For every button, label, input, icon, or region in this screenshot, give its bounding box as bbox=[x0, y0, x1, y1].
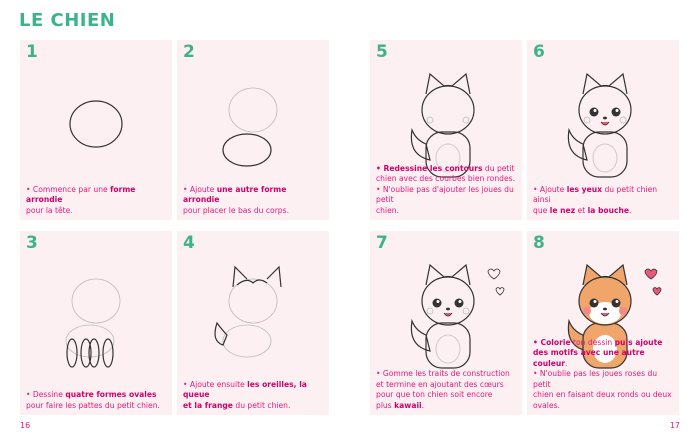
dog-drawing-step-7 bbox=[370, 253, 522, 373]
emphasis-text: la bouche bbox=[587, 205, 630, 215]
page-number-right: 17 bbox=[669, 421, 680, 430]
emphasis-text: forme arrondie bbox=[26, 184, 136, 204]
step-instructions bbox=[183, 380, 325, 412]
instruction-line bbox=[533, 369, 675, 390]
step-number: 1 bbox=[26, 42, 38, 62]
step-number: 5 bbox=[376, 42, 388, 62]
instruction-line bbox=[183, 206, 325, 217]
page-number-left: 16 bbox=[20, 421, 31, 430]
instruction-line bbox=[376, 369, 518, 380]
instruction-text: chien en faisant deux ronds ou deux ovales. bbox=[533, 390, 672, 410]
instruction-text: • Commence par une bbox=[26, 184, 111, 194]
step-number: 4 bbox=[183, 233, 195, 253]
instruction-text: chien avec des courbes bien rondes. bbox=[376, 174, 515, 183]
step-instructions bbox=[376, 164, 518, 217]
instruction-line bbox=[183, 380, 325, 401]
emphasis-text: les oreilles, la queue bbox=[183, 379, 307, 399]
instruction-line bbox=[533, 206, 675, 217]
instruction-line bbox=[26, 390, 168, 401]
instruction-line bbox=[376, 206, 518, 217]
instruction-text: • N'oublie pas d'ajouter les joues du petit bbox=[376, 184, 514, 204]
dog-drawing-step-6 bbox=[527, 62, 679, 182]
instruction-line bbox=[533, 185, 675, 206]
emphasis-text: des motifs avec une autre couleur bbox=[533, 348, 645, 368]
instruction-line bbox=[376, 185, 518, 206]
instruction-line bbox=[376, 390, 518, 401]
instruction-text: ton dessin bbox=[570, 337, 615, 347]
instruction-line bbox=[376, 401, 518, 412]
instruction-text: du petit chien ainsi bbox=[533, 184, 658, 204]
instruction-text: plus bbox=[376, 400, 395, 410]
step-instructions bbox=[183, 185, 325, 217]
instruction-line bbox=[376, 164, 518, 175]
instruction-text: . bbox=[421, 400, 425, 410]
instruction-line bbox=[533, 390, 675, 411]
instruction-text: • Gomme les traits de construction bbox=[376, 369, 510, 378]
step-panel-5 bbox=[370, 40, 522, 220]
step-panel-7 bbox=[370, 231, 522, 415]
emphasis-text: et la frange bbox=[183, 400, 233, 410]
step-instructions bbox=[533, 338, 675, 412]
instruction-text: chien. bbox=[376, 205, 399, 215]
instruction-line bbox=[183, 401, 325, 412]
instruction-text: que bbox=[533, 205, 550, 215]
instruction-text: pour la tête. bbox=[26, 205, 73, 215]
emphasis-text: les yeux bbox=[566, 184, 603, 194]
step-panel-1 bbox=[20, 40, 172, 220]
emphasis-text: une autre forme arrondie bbox=[183, 184, 287, 204]
dog-drawing-step-4 bbox=[177, 253, 329, 373]
instruction-text: • N'oublie pas les joues roses du petit bbox=[533, 369, 658, 389]
step-instructions bbox=[26, 390, 168, 411]
instruction-text: • Ajoute bbox=[183, 184, 217, 194]
instruction-text: pour faire les pattes du petit chien. bbox=[26, 400, 160, 410]
instruction-line bbox=[26, 401, 168, 412]
step-instructions bbox=[376, 369, 518, 411]
emphasis-text: • Colorie bbox=[533, 337, 571, 347]
dog-drawing-step-1 bbox=[20, 62, 172, 182]
emphasis-text: • Redessine les contours bbox=[376, 163, 483, 173]
emphasis-text: quatre formes ovales bbox=[65, 390, 157, 399]
instruction-line bbox=[26, 185, 168, 206]
instruction-text: et bbox=[575, 205, 588, 215]
step-number: 6 bbox=[533, 42, 545, 62]
instruction-text: • Ajoute bbox=[533, 184, 567, 194]
instruction-line bbox=[376, 380, 518, 391]
instruction-text: du petit chien. bbox=[232, 400, 291, 410]
step-number: 2 bbox=[183, 42, 195, 62]
instruction-text: . bbox=[629, 205, 632, 215]
instruction-text: • Dessine bbox=[26, 390, 66, 399]
emphasis-text: le nez bbox=[549, 205, 576, 215]
step-panel-3 bbox=[20, 231, 172, 415]
dog-drawing-step-2 bbox=[177, 62, 329, 182]
instruction-text: du petit bbox=[482, 163, 515, 173]
instruction-text: et termine en ajoutant des cœurs bbox=[376, 379, 504, 389]
instruction-text: . bbox=[565, 358, 568, 368]
step-number: 7 bbox=[376, 233, 388, 253]
emphasis-text: puis ajoute bbox=[614, 337, 663, 347]
step-panel-4 bbox=[177, 231, 329, 415]
step-panel-2 bbox=[177, 40, 329, 220]
instruction-line bbox=[533, 338, 675, 349]
step-number: 3 bbox=[26, 233, 38, 253]
instruction-line bbox=[376, 174, 518, 185]
instruction-text: pour placer le bas du corps. bbox=[183, 205, 290, 215]
instruction-text: • Ajoute ensuite bbox=[183, 379, 248, 389]
instruction-line bbox=[533, 348, 675, 369]
step-number: 8 bbox=[533, 233, 545, 253]
emphasis-text: kawaii bbox=[394, 400, 422, 410]
instruction-line bbox=[183, 185, 325, 206]
page-title: LE CHIEN bbox=[19, 10, 116, 31]
instruction-text: pour que ton chien soit encore bbox=[376, 390, 493, 399]
instruction-line bbox=[26, 206, 168, 217]
step-panel-8 bbox=[527, 231, 679, 415]
step-instructions bbox=[533, 185, 675, 217]
step-instructions bbox=[26, 185, 168, 217]
step-panel-6 bbox=[527, 40, 679, 220]
dog-drawing-step-3 bbox=[20, 253, 172, 373]
